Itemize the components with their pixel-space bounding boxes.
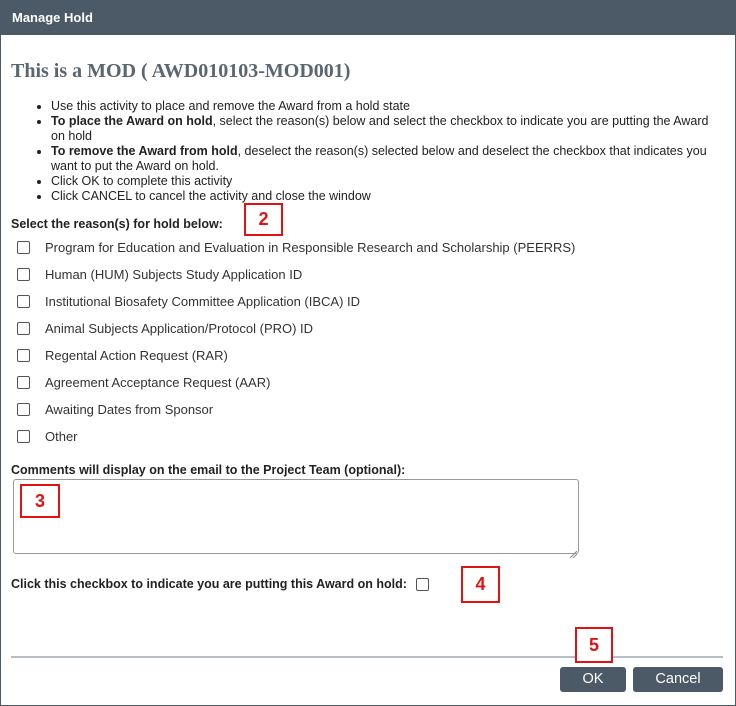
comments-textarea[interactable] [13,479,579,554]
instruction-item: • Click OK to complete this activity [51,174,723,189]
reason-label: Institutional Biosafety Committee Application (IBCA) ID [45,294,361,309]
reason-option-hum[interactable] [17,261,575,288]
reason-checkbox[interactable] [17,268,30,281]
reason-option-peerrs[interactable] [17,234,575,261]
instructions-list [11,99,723,204]
reason-checkbox[interactable] [17,295,30,308]
callout-badge: 2 [244,203,283,236]
reason-label: Agreement Acceptance Request (AAR) [45,375,271,390]
ok-button[interactable]: OK [560,667,626,692]
reason-label: Program for Education and Evaluation in Responsible Research and Scholarship (PEERRS) [45,240,576,255]
reason-option-ibca[interactable] [17,288,575,315]
callout-badge: 4 [461,566,500,603]
resize-grip-icon[interactable] [570,545,577,552]
comments-label: Comments will display on the email to the Project Team (optional): [11,463,406,477]
reason-label: Animal Subjects Application/Protocol (PRO) ID [45,321,314,336]
callout-badge: 5 [575,627,613,663]
dialog-title: Manage Hold [1,1,735,35]
instruction-item: • To place the Award on hold, select the reason(s) below and select the checkbox to indicate you are putting the Award on hold [51,114,723,144]
reason-checkbox[interactable] [17,349,30,362]
reasons-list [17,234,575,450]
hold-checkbox[interactable] [416,578,429,591]
reason-checkbox[interactable] [17,322,30,335]
instruction-item: • Click CANCEL to cancel the activity and close the window [51,189,723,204]
reason-checkbox[interactable] [17,241,30,254]
footer-divider [11,656,723,658]
reason-option-rar[interactable] [17,342,575,369]
hold-checkbox-label: Click this checkbox to indicate you are putting this Award on hold: [11,577,407,591]
reason-label: Regental Action Request (RAR) [45,348,228,363]
reason-label: Awaiting Dates from Sponsor [45,402,214,417]
reason-checkbox[interactable] [17,430,30,443]
reason-checkbox[interactable] [17,376,30,389]
reason-option-aar[interactable] [17,369,575,396]
instruction-item: • To remove the Award from hold, deselect the reason(s) selected below and deselect the checkbox that indicates you want to put the Award on hold. [51,144,723,174]
reasons-label: Select the reason(s) for hold below: [11,217,223,231]
reason-option-dates[interactable] [17,396,575,423]
instruction-item: • Use this activity to place and remove the Award from a hold state [51,99,723,114]
reason-label: Other [45,429,78,444]
reason-checkbox[interactable] [17,403,30,416]
page-title: This is a MOD ( AWD010103-MOD001) [11,60,351,82]
reason-option-pro[interactable] [17,315,575,342]
hold-confirm-row [11,577,429,591]
reason-option-other[interactable] [17,423,575,450]
callout-badge: 3 [20,484,60,518]
cancel-button[interactable]: Cancel [633,667,723,692]
reason-label: Human (HUM) Subjects Study Application ID [45,267,303,282]
